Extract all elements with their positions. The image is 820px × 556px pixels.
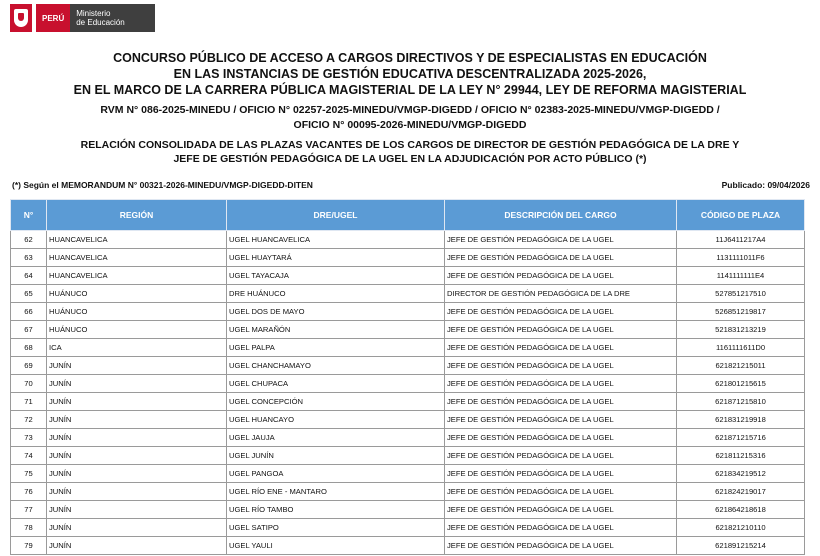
cell-code: 526851219817 [677, 303, 805, 321]
cell-description: JEFE DE GESTIÓN PEDAGÓGICA DE LA UGEL [445, 447, 677, 465]
cell-dre-ugel: DRE HUÁNUCO [227, 285, 445, 303]
cell-code: 621821210110 [677, 519, 805, 537]
cell-code: 621834219512 [677, 465, 805, 483]
cell-region: JUNÍN [47, 519, 227, 537]
cell-number: 78 [11, 519, 47, 537]
column-header-code: CÓDIGO DE PLAZA [677, 200, 805, 231]
cell-description: JEFE DE GESTIÓN PEDAGÓGICA DE LA UGEL [445, 537, 677, 555]
cell-dre-ugel: UGEL HUANCAVELICA [227, 231, 445, 249]
document-subtitle [0, 138, 820, 166]
cell-description: JEFE DE GESTIÓN PEDAGÓGICA DE LA UGEL [445, 465, 677, 483]
cell-number: 76 [11, 483, 47, 501]
cell-description: JEFE DE GESTIÓN PEDAGÓGICA DE LA UGEL [445, 519, 677, 537]
cell-description: JEFE DE GESTIÓN PEDAGÓGICA DE LA UGEL [445, 339, 677, 357]
cell-description: JEFE DE GESTIÓN PEDAGÓGICA DE LA UGEL [445, 501, 677, 519]
cell-code: 521831213219 [677, 321, 805, 339]
cell-region: HUÁNUCO [47, 321, 227, 339]
cell-number: 67 [11, 321, 47, 339]
table-row [11, 249, 805, 267]
cell-description: JEFE DE GESTIÓN PEDAGÓGICA DE LA UGEL [445, 303, 677, 321]
cell-region: JUNÍN [47, 375, 227, 393]
cell-number: 65 [11, 285, 47, 303]
cell-number: 73 [11, 429, 47, 447]
cell-code: 1141111111E4 [677, 267, 805, 285]
cell-description: JEFE DE GESTIÓN PEDAGÓGICA DE LA UGEL [445, 375, 677, 393]
table-row [11, 411, 805, 429]
cell-region: JUNÍN [47, 357, 227, 375]
cell-number: 63 [11, 249, 47, 267]
cell-code: 621801215615 [677, 375, 805, 393]
cell-dre-ugel: UGEL JAUJA [227, 429, 445, 447]
column-header-number: N° [11, 200, 47, 231]
cell-number: 69 [11, 357, 47, 375]
vacancies-table [10, 199, 805, 555]
table-row [11, 339, 805, 357]
cell-dre-ugel: UGEL CHANCHAMAYO [227, 357, 445, 375]
cell-dre-ugel: UGEL PALPA [227, 339, 445, 357]
ministry-line-1: Ministerio [76, 9, 111, 18]
cell-region: JUNÍN [47, 393, 227, 411]
resolution-reference [0, 103, 820, 133]
cell-dre-ugel: UGEL MARAÑÓN [227, 321, 445, 339]
table-row [11, 267, 805, 285]
title-line-3: EN EL MARCO DE LA CARRERA PÚBLICA MAGISTERIAL DE LA LEY N° 29944, LEY DE REFORMA MAGISTERIAL [73, 83, 747, 97]
title-line-2: EN LAS INSTANCIAS DE GESTIÓN EDUCATIVA DESCENTRALIZADA 2025-2026, [173, 67, 647, 81]
cell-dre-ugel: UGEL RÍO TAMBO [227, 501, 445, 519]
cell-region: ICA [47, 339, 227, 357]
cell-dre-ugel: UGEL YAULI [227, 537, 445, 555]
cell-description: JEFE DE GESTIÓN PEDAGÓGICA DE LA UGEL [445, 267, 677, 285]
cell-number: 72 [11, 411, 47, 429]
table-row [11, 285, 805, 303]
cell-region: HUANCAVELICA [47, 231, 227, 249]
cell-code: 621864218618 [677, 501, 805, 519]
cell-dre-ugel: UGEL TAYACAJA [227, 267, 445, 285]
coat-of-arms-icon [10, 4, 32, 32]
cell-dre-ugel: UGEL CONCEPCIÓN [227, 393, 445, 411]
resolution-line-1: RVM N° 086-2025-MINEDU / OFICIO N° 02257-2025-MINEDU/VMGP-DIGEDD / OFICIO N° 02383-2025-MINEDU/VMGP-DIGEDD / [100, 104, 720, 116]
cell-code: 1131111011F6 [677, 249, 805, 267]
cell-number: 62 [11, 231, 47, 249]
cell-region: JUNÍN [47, 411, 227, 429]
cell-dre-ugel: UGEL DOS DE MAYO [227, 303, 445, 321]
cell-description: JEFE DE GESTIÓN PEDAGÓGICA DE LA UGEL [445, 249, 677, 267]
table-row [11, 537, 805, 555]
cell-code: 621821215011 [677, 357, 805, 375]
table-row [11, 465, 805, 483]
table-row [11, 501, 805, 519]
cell-code: 11J6411217A4 [677, 231, 805, 249]
column-header-description: DESCRIPCIÓN DEL CARGO [445, 200, 677, 231]
table-row [11, 519, 805, 537]
cell-region: JUNÍN [47, 537, 227, 555]
cell-number: 75 [11, 465, 47, 483]
column-header-dre-ugel: DRE/UGEL [227, 200, 445, 231]
cell-dre-ugel: UGEL JUNÍN [227, 447, 445, 465]
cell-region: HUÁNUCO [47, 303, 227, 321]
cell-code: 527851217510 [677, 285, 805, 303]
ministry-label [70, 4, 154, 32]
cell-region: HUÁNUCO [47, 285, 227, 303]
table-row [11, 429, 805, 447]
ministry-line-2: de Educación [76, 18, 125, 27]
cell-description: JEFE DE GESTIÓN PEDAGÓGICA DE LA UGEL [445, 357, 677, 375]
cell-description: JEFE DE GESTIÓN PEDAGÓGICA DE LA UGEL [445, 411, 677, 429]
cell-region: JUNÍN [47, 447, 227, 465]
cell-code: 1161111611D0 [677, 339, 805, 357]
minedu-logo [10, 4, 155, 32]
resolution-line-2: OFICIO N° 00095-2026-MINEDU/VMGP-DIGEDD [293, 119, 527, 131]
table-header-row [11, 200, 805, 231]
cell-description: JEFE DE GESTIÓN PEDAGÓGICA DE LA UGEL [445, 393, 677, 411]
cell-number: 77 [11, 501, 47, 519]
table-body [11, 231, 805, 555]
cell-code: 621811215316 [677, 447, 805, 465]
cell-dre-ugel: UGEL SATIPO [227, 519, 445, 537]
peru-label: PERÚ [36, 4, 70, 32]
cell-code: 621824219017 [677, 483, 805, 501]
cell-number: 70 [11, 375, 47, 393]
table-row [11, 321, 805, 339]
cell-number: 66 [11, 303, 47, 321]
table-row [11, 375, 805, 393]
table-row [11, 393, 805, 411]
cell-region: HUANCAVELICA [47, 249, 227, 267]
cell-region: JUNÍN [47, 429, 227, 447]
published-date: Publicado: 09/04/2026 [721, 180, 810, 190]
cell-dre-ugel: UGEL HUAYTARÁ [227, 249, 445, 267]
cell-region: HUANCAVELICA [47, 267, 227, 285]
cell-code: 621871215810 [677, 393, 805, 411]
document-title [0, 50, 820, 98]
cell-code: 621891215214 [677, 537, 805, 555]
title-line-1: CONCURSO PÚBLICO DE ACCESO A CARGOS DIRECTIVOS Y DE ESPECIALISTAS EN EDUCACIÓN [113, 51, 707, 65]
subtitle-line-2: JEFE DE GESTIÓN PEDAGÓGICA DE LA UGEL EN LA ADJUDICACIÓN POR ACTO PÚBLICO (*) [173, 153, 647, 165]
cell-description: JEFE DE GESTIÓN PEDAGÓGICA DE LA UGEL [445, 429, 677, 447]
table-row [11, 483, 805, 501]
cell-description: JEFE DE GESTIÓN PEDAGÓGICA DE LA UGEL [445, 321, 677, 339]
cell-number: 71 [11, 393, 47, 411]
cell-code: 621871215716 [677, 429, 805, 447]
cell-region: JUNÍN [47, 501, 227, 519]
cell-number: 64 [11, 267, 47, 285]
cell-description: JEFE DE GESTIÓN PEDAGÓGICA DE LA UGEL [445, 483, 677, 501]
cell-number: 79 [11, 537, 47, 555]
cell-description: DIRECTOR DE GESTIÓN PEDAGÓGICA DE LA DRE [445, 285, 677, 303]
cell-dre-ugel: UGEL RÍO ENE - MANTARO [227, 483, 445, 501]
cell-dre-ugel: UGEL PANGOA [227, 465, 445, 483]
cell-region: JUNÍN [47, 465, 227, 483]
subtitle-line-1: RELACIÓN CONSOLIDADA DE LAS PLAZAS VACANTES DE LOS CARGOS DE DIRECTOR DE GESTIÓN PEDAGÓGICA DE LA DRE Y [80, 139, 740, 151]
column-header-region: REGIÓN [47, 200, 227, 231]
table-row [11, 231, 805, 249]
cell-description: JEFE DE GESTIÓN PEDAGÓGICA DE LA UGEL [445, 231, 677, 249]
table-row [11, 357, 805, 375]
cell-region: JUNÍN [47, 483, 227, 501]
cell-number: 74 [11, 447, 47, 465]
table-row [11, 303, 805, 321]
cell-number: 68 [11, 339, 47, 357]
memorandum-note: (*) Según el MEMORANDUM N° 00321-2026-MINEDU/VMGP-DIGEDD-DITEN [12, 180, 313, 190]
table-row [11, 447, 805, 465]
cell-code: 621831219918 [677, 411, 805, 429]
cell-dre-ugel: UGEL CHUPACA [227, 375, 445, 393]
cell-dre-ugel: UGEL HUANCAYO [227, 411, 445, 429]
